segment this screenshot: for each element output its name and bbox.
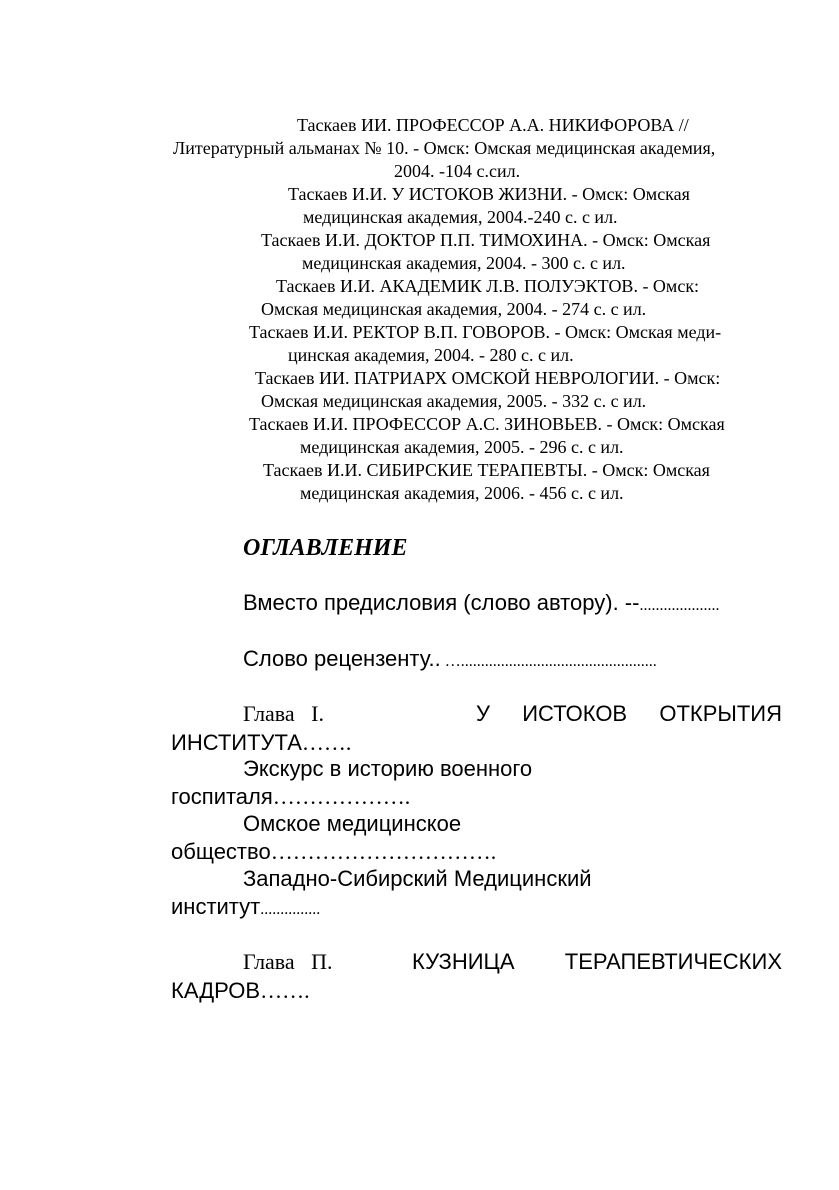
toc-subitem-text: институт (171, 894, 261, 919)
chapter-title-word: ИСТОКОВ (522, 701, 628, 726)
chapter-title-word: КУЗНИЦА (412, 949, 515, 974)
chapter-1-title (476, 703, 782, 725)
toc-heading: ОГЛАВЛЕНИЕ (243, 535, 408, 561)
reference-line: медицинская академия, 2004. - 300 с. с ил. (302, 253, 626, 273)
toc-subitem-line2 (171, 786, 410, 808)
toc-dots: …................................................. (440, 653, 657, 670)
chapter-2-label (243, 951, 333, 973)
chapter-label: Глава (243, 701, 295, 726)
toc-dots: …………………………. (270, 839, 497, 864)
chapter-number: I. (311, 701, 324, 726)
reference-line: Омская медицинская академия, 2004. - 274 с. с ил. (261, 299, 647, 319)
chapter-1-label (243, 703, 324, 725)
chapter-number: П. (311, 949, 333, 974)
reference-line: медицинская академия, 2005. - 296 с. с ил. (300, 437, 624, 457)
reference-line: медицинская академия, 2004.-240 с. с ил. (303, 207, 618, 227)
reference-line: Таскаев И.И. АКАДЕМИК Л.В. ПОЛУЭКТОВ. - Омск: (276, 276, 700, 296)
reference-line: Таскаев И.И. РЕКТОР В.П. ГОВОРОВ. - Омск: Омская меди- (249, 322, 722, 342)
reference-line: Таскаев ИИ. ПРОФЕССОР А.А. НИКИФОРОВА // (297, 115, 689, 135)
toc-dots: ............... (260, 901, 321, 918)
chapter-2-title (412, 951, 782, 973)
chapter-title-word: ТЕРАПЕВТИЧЕСКИХ (564, 949, 782, 974)
toc-subitem-line1: Омское медицинское (243, 811, 462, 836)
chapter-title-cont: ИНСТИТУТА (171, 730, 302, 755)
chapter-title-word: У (476, 701, 490, 726)
toc-subitem-line1: Западно-Сибирский Медицинский (243, 866, 592, 891)
chapter-label: Глава (243, 949, 295, 974)
toc-subitem-line2 (171, 841, 496, 863)
reference-line: Таскаев И.И. ДОКТОР П.П. ТИМОХИНА. - Омск: Омская (261, 230, 711, 250)
chapter-title-cont: КАДРОВ (171, 978, 261, 1003)
reference-line: Таскаев И.И. ПРОФЕССОР А.С. ЗИНОВЬЕВ. - Омск: Омская (249, 414, 725, 434)
reference-line: Таскаев ИИ. ПАТРИАРХ ОМСКОЙ НЕВРОЛОГИИ. - Омск: (255, 368, 721, 388)
reference-line: цинская академия, 2004. - 280 с. с ил. (288, 345, 574, 365)
toc-subitem-line1: Экскурс в историю военного (243, 756, 533, 781)
chapter-1-title-cont (171, 732, 351, 754)
toc-dots: ……. (260, 978, 310, 1003)
chapter-2-title-cont (171, 980, 310, 1002)
toc-subitem-text: общество (171, 839, 271, 864)
toc-entry-reviewer (243, 648, 657, 670)
toc-dots: .................... (639, 597, 720, 614)
toc-dots: ………………. (272, 784, 411, 809)
toc-dots: ……. (301, 730, 352, 755)
reference-line: Таскаев И.И. СИБИРСКИЕ ТЕРАПЕВТЫ. - Омск: Омская (263, 460, 710, 480)
toc-subitem-line2 (171, 896, 320, 918)
reference-line: 2004. -104 с.сил. (394, 161, 521, 181)
toc-entry-preface (243, 592, 719, 614)
reference-line: Таскаев И.И. У ИСТОКОВ ЖИЗНИ. - Омск: Омская (288, 184, 690, 204)
reference-line: Омская медицинская академия, 2005. - 332 с. с ил. (261, 391, 647, 411)
toc-subitem-text: госпиталя (171, 784, 273, 809)
toc-entry-text: Вместо предисловия (слово автору). -- (243, 590, 640, 615)
chapter-title-word: ОТКРЫТИЯ (659, 701, 782, 726)
reference-line: Литературный альманах № 10. - Омск: Омская медицинская академия, (173, 138, 716, 158)
toc-entry-text: Слово рецензенту.. (243, 646, 441, 671)
reference-line: медицинская академия, 2006. - 456 с. с ил. (300, 483, 624, 503)
